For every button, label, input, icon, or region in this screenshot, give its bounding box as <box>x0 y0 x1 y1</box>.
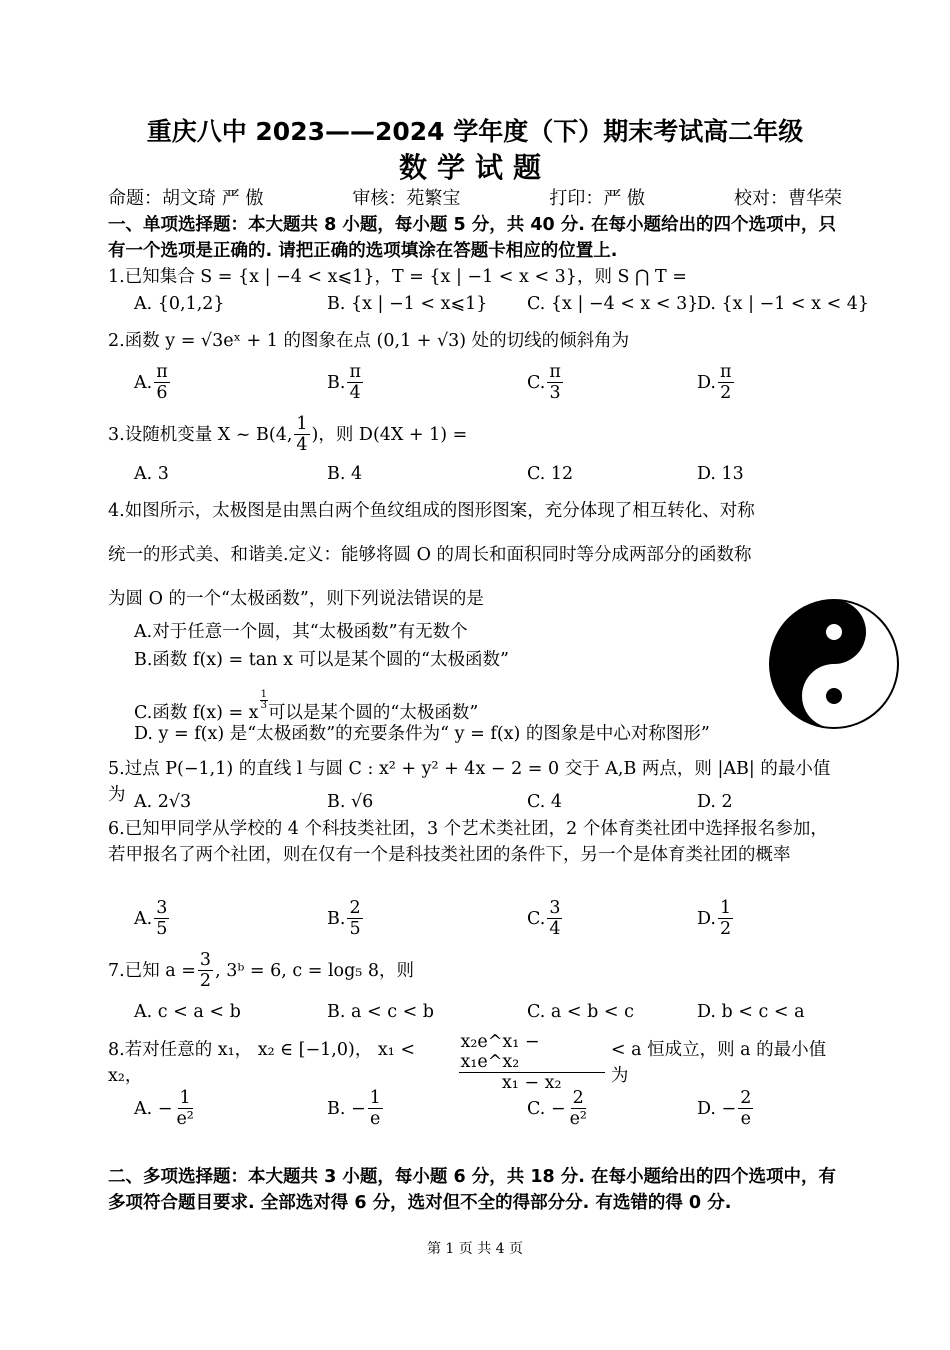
q8-option-d[interactable]: D. − $\frac{2}{e}$ <box>697 1088 752 1129</box>
q4-optc-exponent: 1 3 <box>260 689 267 711</box>
q1-stem: 1.已知集合 S = {x | −4 < x⩽1}，T = {x | −1 < x < 3}，则 S ⋂ T = <box>108 267 687 287</box>
q3-options <box>134 464 854 490</box>
section2-heading: 二、多项选择题：本大题共 3 小题，每小题 6 分，共 18 分. 在每小题给出的四个选项中，有多项符合题目要求. 全部选对得 6 分，选对但不全的得部分分. 有选错的得 0 分. <box>108 1167 836 1213</box>
q6-options <box>134 898 854 942</box>
q7-stem: 7.已知 a = $\frac{3}{2}$ , 3ᵇ = 6, c = log₅ 8，则 <box>108 950 415 991</box>
q2-stem: 2.函数 y = √3eˣ + 1 的图象在点 (0,1 + √3) 处的切线的倾斜角为 <box>108 331 630 351</box>
q2-option-a[interactable]: A. $\frac{\pi}{6}$ <box>134 362 168 403</box>
q4-line2: 统一的形式美、和谐美.定义：能够将圆 O 的周长和面积同时等分成两部分的函数称 <box>108 545 752 565</box>
staff-proofreader: 校对：曹华荣 <box>734 188 842 209</box>
q5-option-d[interactable]: D. 2 <box>697 792 733 812</box>
q7-option-c[interactable]: C. a < b < c <box>527 1002 634 1022</box>
staff-line <box>108 184 842 210</box>
q3-option-b[interactable]: B. 4 <box>327 464 363 484</box>
q5-option-a[interactable]: A. 2√3 <box>134 792 192 812</box>
taiji-figure <box>768 598 900 730</box>
q3-option-c[interactable]: C. 12 <box>527 464 574 484</box>
q5-option-c[interactable]: C. 4 <box>527 792 563 812</box>
q6-option-d[interactable]: D. $\frac{1}{2}$ <box>697 898 732 939</box>
section1-heading: 一、单项选择题：本大题共 8 小题，每小题 5 分，共 40 分. 在每小题给出的四个选项中，只有一个选项是正确的. 请把正确的选项填涂在答题卡相应的位置上. <box>108 215 836 261</box>
q2-option-c[interactable]: C. $\frac{\pi}{3}$ <box>527 362 561 403</box>
q2-options <box>134 362 854 406</box>
q5-option-b[interactable]: B. √6 <box>327 792 374 812</box>
q1-option-d[interactable]: D. {x | −1 < x < 4} <box>697 294 870 314</box>
q8-options <box>134 1088 854 1136</box>
q8-option-c[interactable]: C. − $\frac{2}{\text{e²}}$ <box>527 1088 587 1129</box>
q2-option-b[interactable]: B. $\frac{\pi}{4}$ <box>327 362 361 403</box>
staff-printer: 打印：严 傲 <box>549 188 646 209</box>
q4-line3: 为圆 O 的一个“太极函数”，则下列说法错误的是 <box>108 589 484 609</box>
q8-option-a[interactable]: A. − $\frac{1}{\text{e²}}$ <box>134 1088 194 1129</box>
q7-option-d[interactable]: D. b < c < a <box>697 1002 805 1022</box>
q1-option-c[interactable]: C. {x | −4 < x < 3} <box>527 294 699 314</box>
q6-stem: 6.已知甲同学从学校的 4 个科技类社团，3 个艺术类社团，2 个体育类社团中选择报名参加，若甲报名了两个社团，则在仅有一个是科技类社团的条件下，另一个是体育类社团的概率 <box>108 819 828 865</box>
q4-option-a[interactable]: A.对于任意一个圆，其“太极函数”有无数个 <box>134 622 468 642</box>
q5-options <box>134 792 854 818</box>
page-footer: 第 1 页 共 4 页 <box>426 1241 524 1257</box>
q1-option-b[interactable]: B. {x | −1 < x⩽1} <box>327 294 488 314</box>
q7-option-b[interactable]: B. a < c < b <box>327 1002 434 1022</box>
exam-subtitle: 数学试题 <box>398 151 551 184</box>
staff-reviewer: 审核：苑繁宝 <box>352 188 461 209</box>
q6-option-a[interactable]: A. $\frac{3}{5}$ <box>134 898 168 939</box>
q5-stem: 5.过点 P(−1,1) 的直线 l 与圆 C : x² + y² + 4x − 2 = 0 交于 A,B 两点，则 |AB| 的最小值为 <box>108 759 831 805</box>
q7-option-a[interactable]: A. c < a < b <box>134 1002 241 1022</box>
q6-option-c[interactable]: C. $\frac{3}{4}$ <box>527 898 561 939</box>
q4-option-c[interactable]: C.函数 f(x) = x 1 3 可以是某个圆的“太极函数” <box>134 689 479 723</box>
q2-option-d[interactable]: D. $\frac{\pi}{2}$ <box>697 362 732 403</box>
staff-setter: 命题：胡文琦 严 傲 <box>108 188 264 209</box>
q3-option-d[interactable]: D. 13 <box>697 464 744 484</box>
q6-option-b[interactable]: B. $\frac{2}{5}$ <box>327 898 361 939</box>
q1-options <box>134 294 870 320</box>
q3-option-a[interactable]: A. 3 <box>134 464 169 484</box>
q3-stem: 3.设随机变量 X ~ B(4, $\frac{1}{4}$ )，则 D(4X + 1) = <box>108 414 468 455</box>
q4-line1: 4.如图所示，太极图是由黑白两个鱼纹组成的图形图案，充分体现了相互转化、对称 <box>108 501 755 521</box>
q4-option-b[interactable]: B.函数 f(x) = tan x 可以是某个圆的“太极函数” <box>134 650 509 670</box>
exam-title: 重庆八中 2023——2024 学年度（下）期末考试高二年级 <box>146 117 804 146</box>
q4-option-d[interactable]: D. y = f(x) 是“太极函数”的充要条件为“ y = f(x) 的图象是中心对称图形” <box>134 724 710 744</box>
q8-stem: 8.若对任意的 x₁， x₂ ∈ [−1,0)， x₁ < x₂， $\frac{\text{x₂e\textasciicircum{}x₁ − x₁e\textasciicircum{}x₂}}{\text{x₁ − x₂}}$ < a 恒成立，则 a 的最小值为 <box>108 1032 827 1093</box>
q1-option-a[interactable]: A. {0,1,2} <box>134 294 225 314</box>
q8-option-b[interactable]: B. − $\frac{1}{e}$ <box>327 1088 381 1129</box>
q7-options <box>134 1002 854 1028</box>
